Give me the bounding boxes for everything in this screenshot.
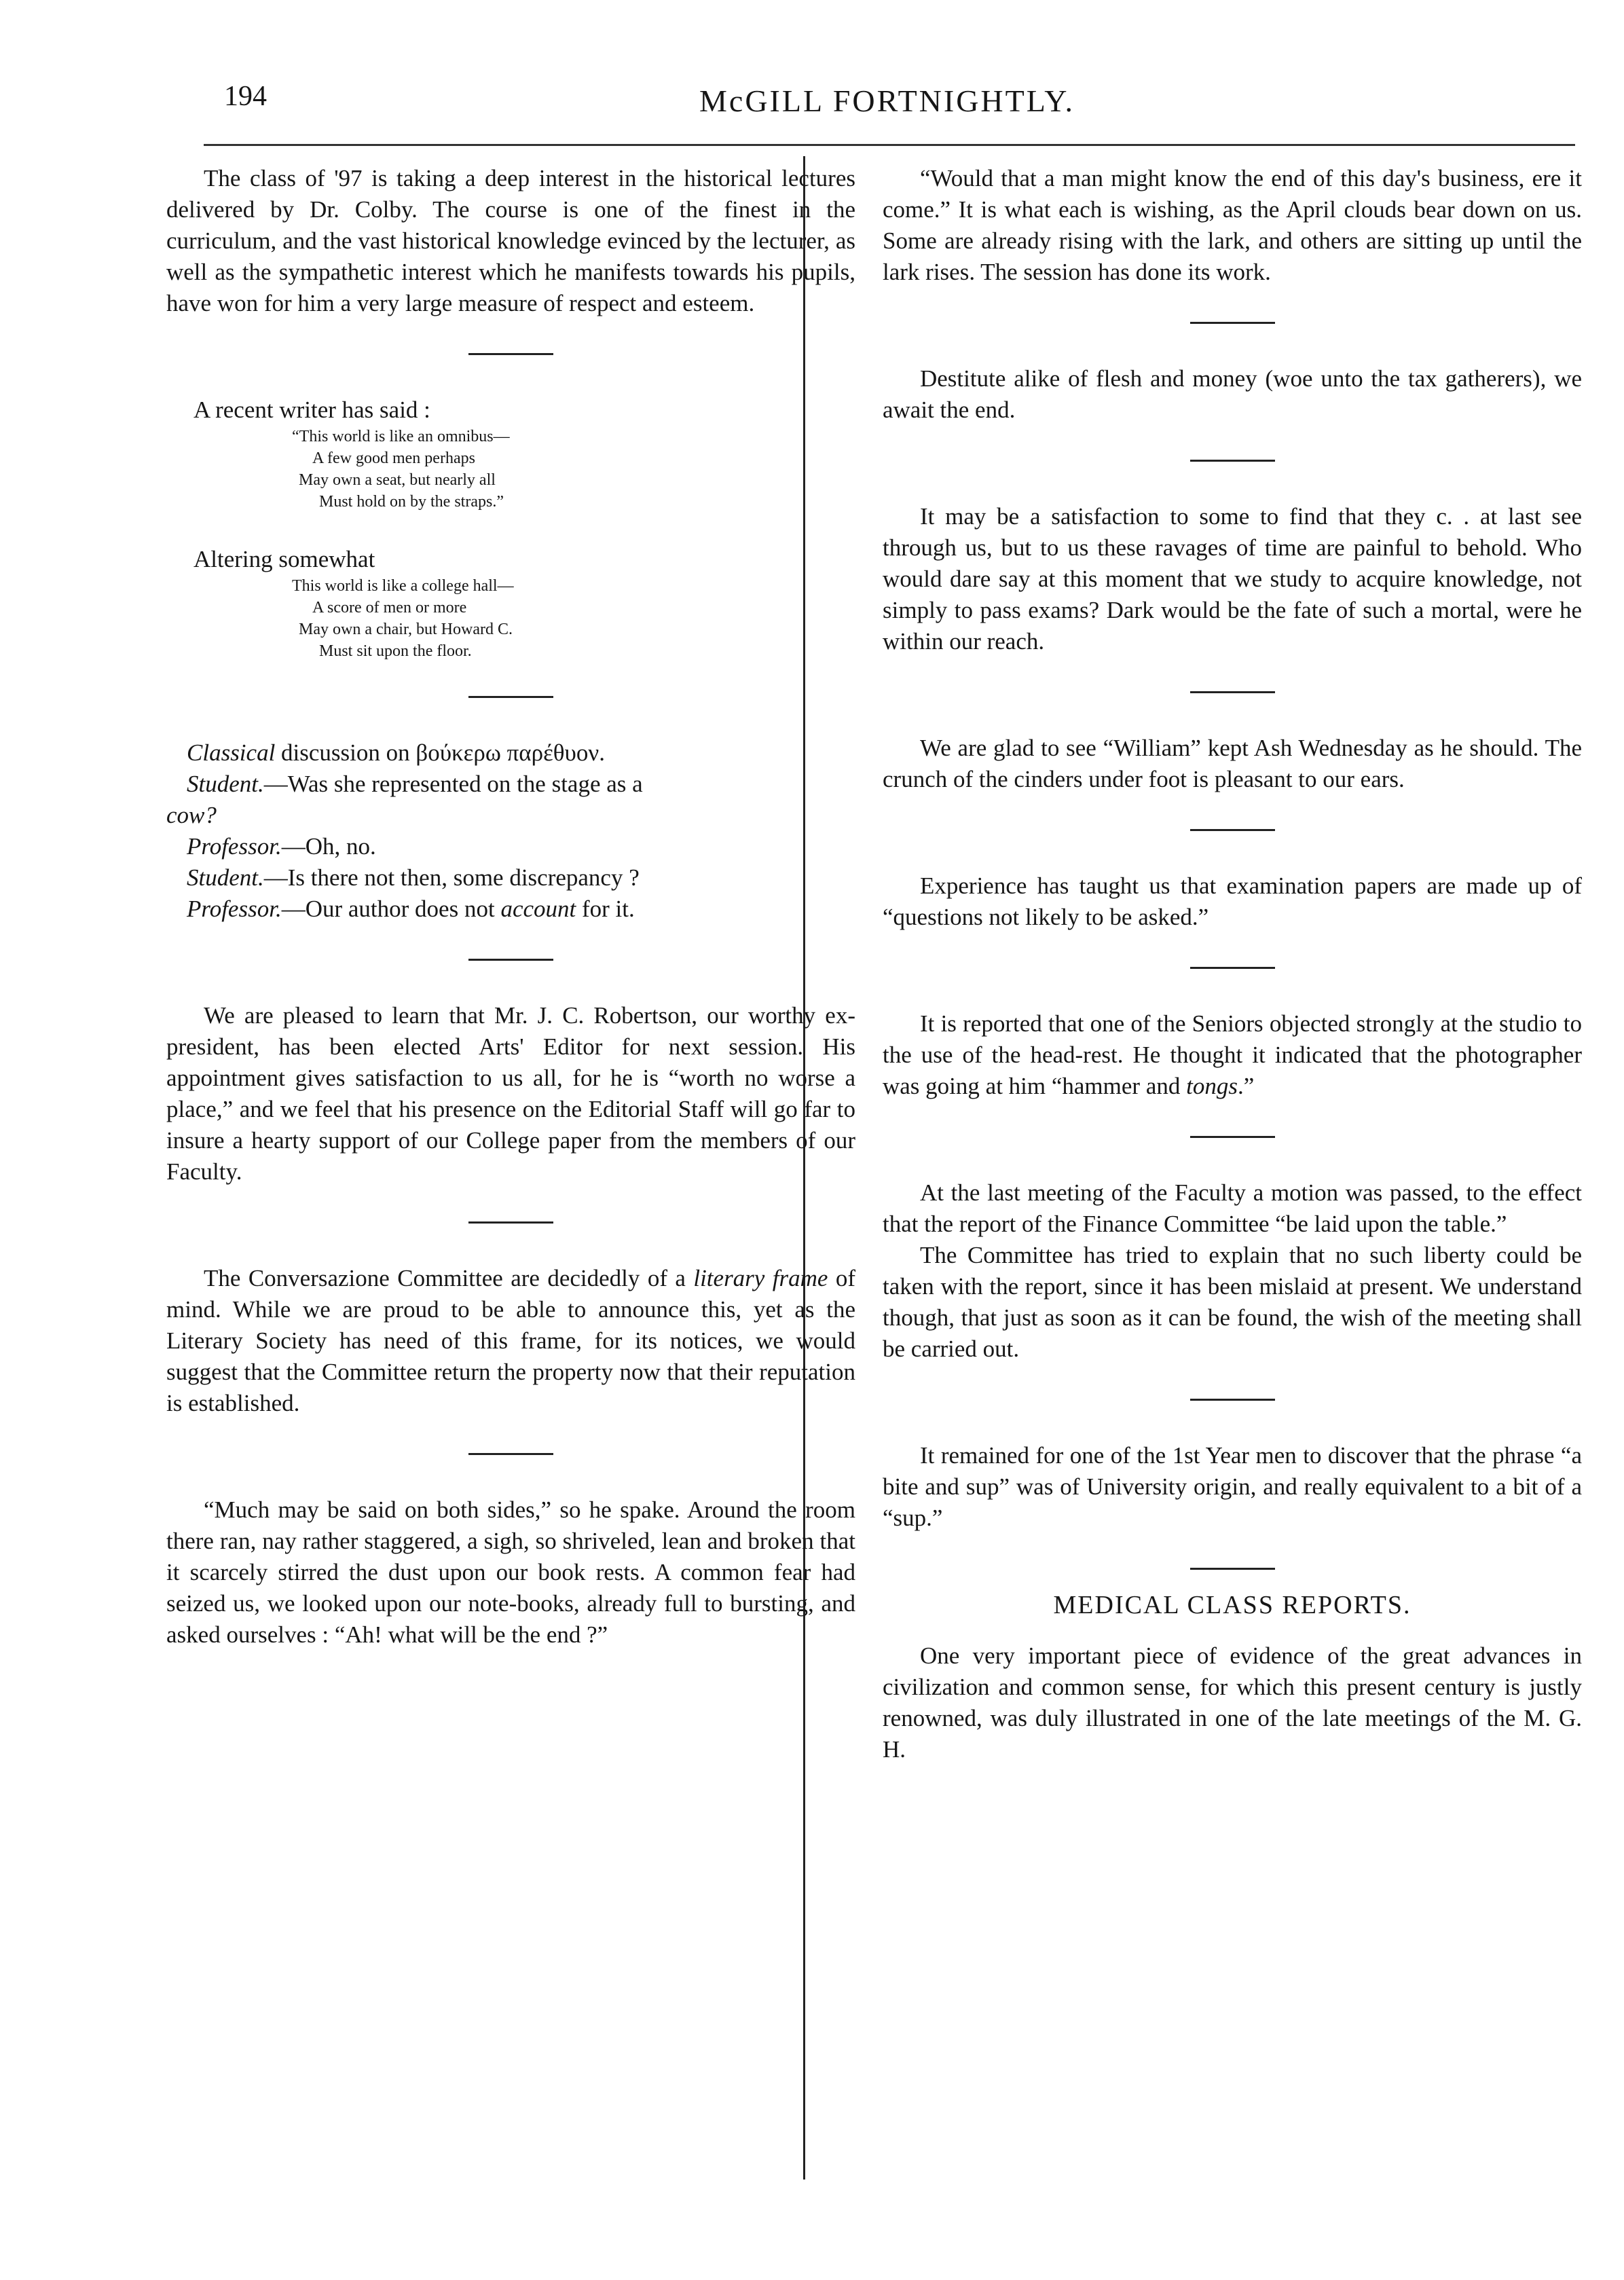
separator-rule — [468, 959, 553, 961]
paragraph-medical: One very important piece of evidence of the great advances in civilization and common sense, for which this present century is justly renowned, was duly illustrated in one of the late meetings of the M. G. H. — [883, 1642, 1582, 1763]
separator-rule — [1190, 1568, 1275, 1570]
page-number: 194 — [224, 81, 267, 112]
verse-intro: Altering somewhat — [193, 546, 375, 572]
dialogue-line: Professor.—Oh, no. — [187, 833, 376, 860]
verse-line: A score of men or more — [312, 599, 467, 617]
paragraph-robertson: We are pleased to learn that Mr. J. C. Robertson, our worthy ex-president, has been elected Arts' Editor for next session. His appointment gives satisfaction to us all, for he is “worth no worse a place,” and we feel that his presence on the Editorial Staff will go far to insure a hearty support of our College paper from the members of our Faculty. — [166, 1002, 855, 1185]
dialogue-line: cow? — [166, 802, 217, 828]
dialogue-intro: Classical discussion on βούκερω παρέθυον. — [187, 739, 605, 766]
separator-rule — [468, 1221, 553, 1224]
separator-rule — [1190, 1136, 1275, 1138]
page-header — [204, 75, 1575, 136]
verse-line: Must hold on by the straps.” — [319, 493, 504, 511]
dialogue-line: Professor.—Our author does not account for it. — [187, 896, 635, 922]
verse-line: May own a chair, but Howard C. — [299, 621, 513, 638]
dialogue-line: Student.—Is there not then, some discrepancy ? — [187, 864, 640, 891]
paragraph-would-that: “Would that a man might know the end of this day's business, ere it come.” It is what each is wishing, as the April clouds bear down on us. Some are already rising with the lark, and others are sitting up until the lark rises. The session has done its work. — [883, 165, 1582, 285]
separator-rule — [1190, 691, 1275, 693]
separator-rule — [1190, 1399, 1275, 1401]
separator-rule — [1190, 322, 1275, 324]
right-column — [883, 163, 1582, 1765]
verse-line: May own a seat, but nearly all — [299, 471, 496, 489]
verse-omnibus — [292, 426, 855, 513]
paragraph-class-of-97: The class of '97 is taking a deep interest in the historical lectures delivered by Dr. Colby. The course is one of the finest in the curriculum, and the vast historical knowledge evinced by the lecturer, as well as the sympathetic interest which he manifests towards his pupils, have won for him a very large measure of respect and esteem. — [166, 165, 855, 316]
verse-college-hall — [292, 575, 855, 662]
verse-line: A few good men perhaps — [312, 449, 475, 467]
paragraph-william: We are glad to see “William” kept Ash Wednesday as he should. The crunch of the cinders under foot is pleasant to our ears. — [883, 735, 1582, 792]
header-rule — [204, 144, 1575, 146]
paragraph-much-may-be-said: “Much may be said on both sides,” so he spake. Around the room there ran, nay rather staggered, a sigh, so shriveled, lean and broken that it scarcely stirred the dust upon our book rests. A common fear had seized us, we looked upon our note-books, already full to bursting, and asked ourselves : “Ah! what will be the end ?” — [166, 1496, 855, 1648]
separator-rule — [468, 1453, 553, 1455]
verse-line: “This world is like an omnibus— — [292, 428, 510, 445]
paragraph-conversazione: The Conversazione Committee are decidedly of a literary frame of mind. While we are proud to be able to announce this, yet as the Literary Society has need of this frame, for its notices, we would suggest that the Committee return the property now that their reputation is established. — [166, 1265, 855, 1416]
paragraph-destitute: Destitute alike of flesh and money (woe unto the tax gatherers), we await the end. — [883, 365, 1582, 423]
section-heading-medical: MEDICAL CLASS REPORTS. — [1053, 1591, 1411, 1619]
running-title: McGILL FORTNIGHTLY. — [699, 84, 1075, 118]
separator-rule — [468, 353, 553, 355]
paragraph-experience: Experience has taught us that examination papers are made up of “questions not likely to be asked.” — [883, 872, 1582, 930]
paragraph-faculty-motion: At the last meeting of the Faculty a motion was passed, to the effect that the report of the Finance Committee “be laid upon the table.” — [883, 1179, 1582, 1237]
paragraph-committee: The Committee has tried to explain that no such liberty could be taken with the report, since it has been mislaid at present. We understand though, that just as soon as it can be found, the wish of the meeting shall be carried out. — [883, 1242, 1582, 1362]
left-column — [166, 163, 855, 1651]
verse-intro: A recent writer has said : — [193, 397, 430, 423]
separator-rule — [468, 696, 553, 698]
dialogue-line: Student.—Was she represented on the stage as a — [187, 771, 643, 797]
verse-line: Must sit upon the floor. — [319, 642, 472, 660]
paragraph-bite-and-sup: It remained for one of the 1st Year men to discover that the phrase “a bite and sup” was of University origin, and really equivalent to a bit of a “sup.” — [883, 1442, 1582, 1531]
classical-dialogue — [166, 737, 855, 925]
separator-rule — [1190, 829, 1275, 831]
verse-line: This world is like a college hall— — [292, 577, 514, 595]
paragraph-satisfaction: It may be a satisfaction to some to find that they c. . at last see through us, but to us these ravages of time are painful to behold. Who would dare say at this moment that we study to acquire knowledge, not simply to pass exams? Dark would be the fate of such a mortal, were he within our reach. — [883, 503, 1582, 655]
paragraph-head-rest: It is reported that one of the Seniors objected strongly at the studio to the use of the head-rest. He thought it indicated that the photographer was going at him “hammer and tongs.” — [883, 1010, 1582, 1099]
separator-rule — [1190, 460, 1275, 462]
separator-rule — [1190, 967, 1275, 969]
